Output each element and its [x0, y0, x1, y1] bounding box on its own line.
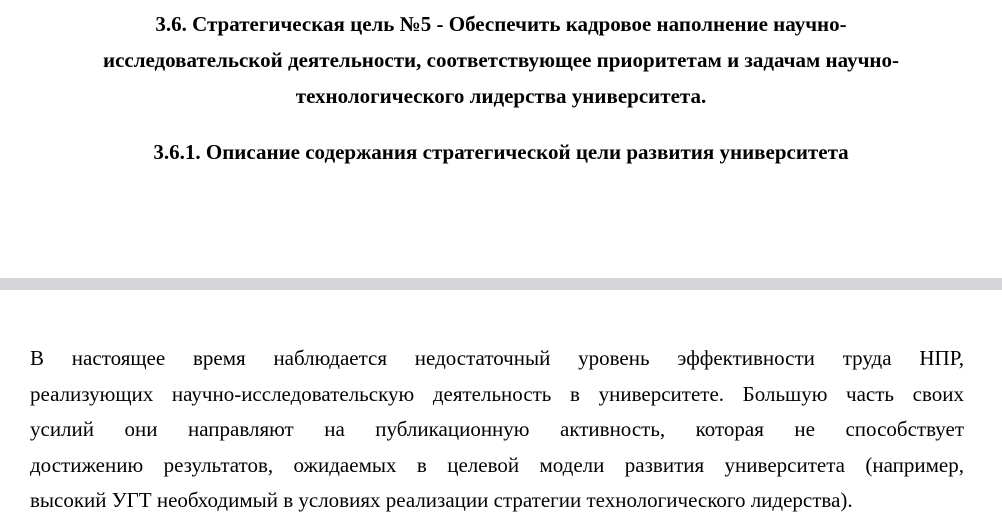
section-heading-line: исследовательской деятельности, соответствующее приоритетам и задачам научно-: [102, 48, 900, 72]
paragraph-line: усилий они направляют на публикационную активность, которая не способствует: [30, 417, 964, 441]
paragraph-line: реализующих научно-исследовательскую деятельность в университете. Большую часть своих: [30, 381, 964, 406]
page-break-divider: [0, 278, 1002, 290]
section-heading-line: 3.6. Стратегическая цель №5 - Обеспечить кадровое наполнение научно-: [155, 12, 847, 36]
paragraph-line: достижению результатов, ожидаемых в целевой модели развития университета (например,: [30, 452, 964, 477]
subsection-heading: 3.6.1. Описание содержания стратегической цели развития университета: [153, 140, 849, 164]
paragraph-line: В настоящее время наблюдается недостаточный уровень эффективности труда НПР,: [30, 346, 964, 370]
section-heading-line: технологического лидерства университета.: [295, 84, 707, 108]
section-heading: [40, 6, 962, 114]
body-paragraph: [30, 341, 964, 519]
paragraph-line: высокий УГТ необходимый в условиях реализации стратегии технологического лидерства).: [30, 488, 853, 512]
